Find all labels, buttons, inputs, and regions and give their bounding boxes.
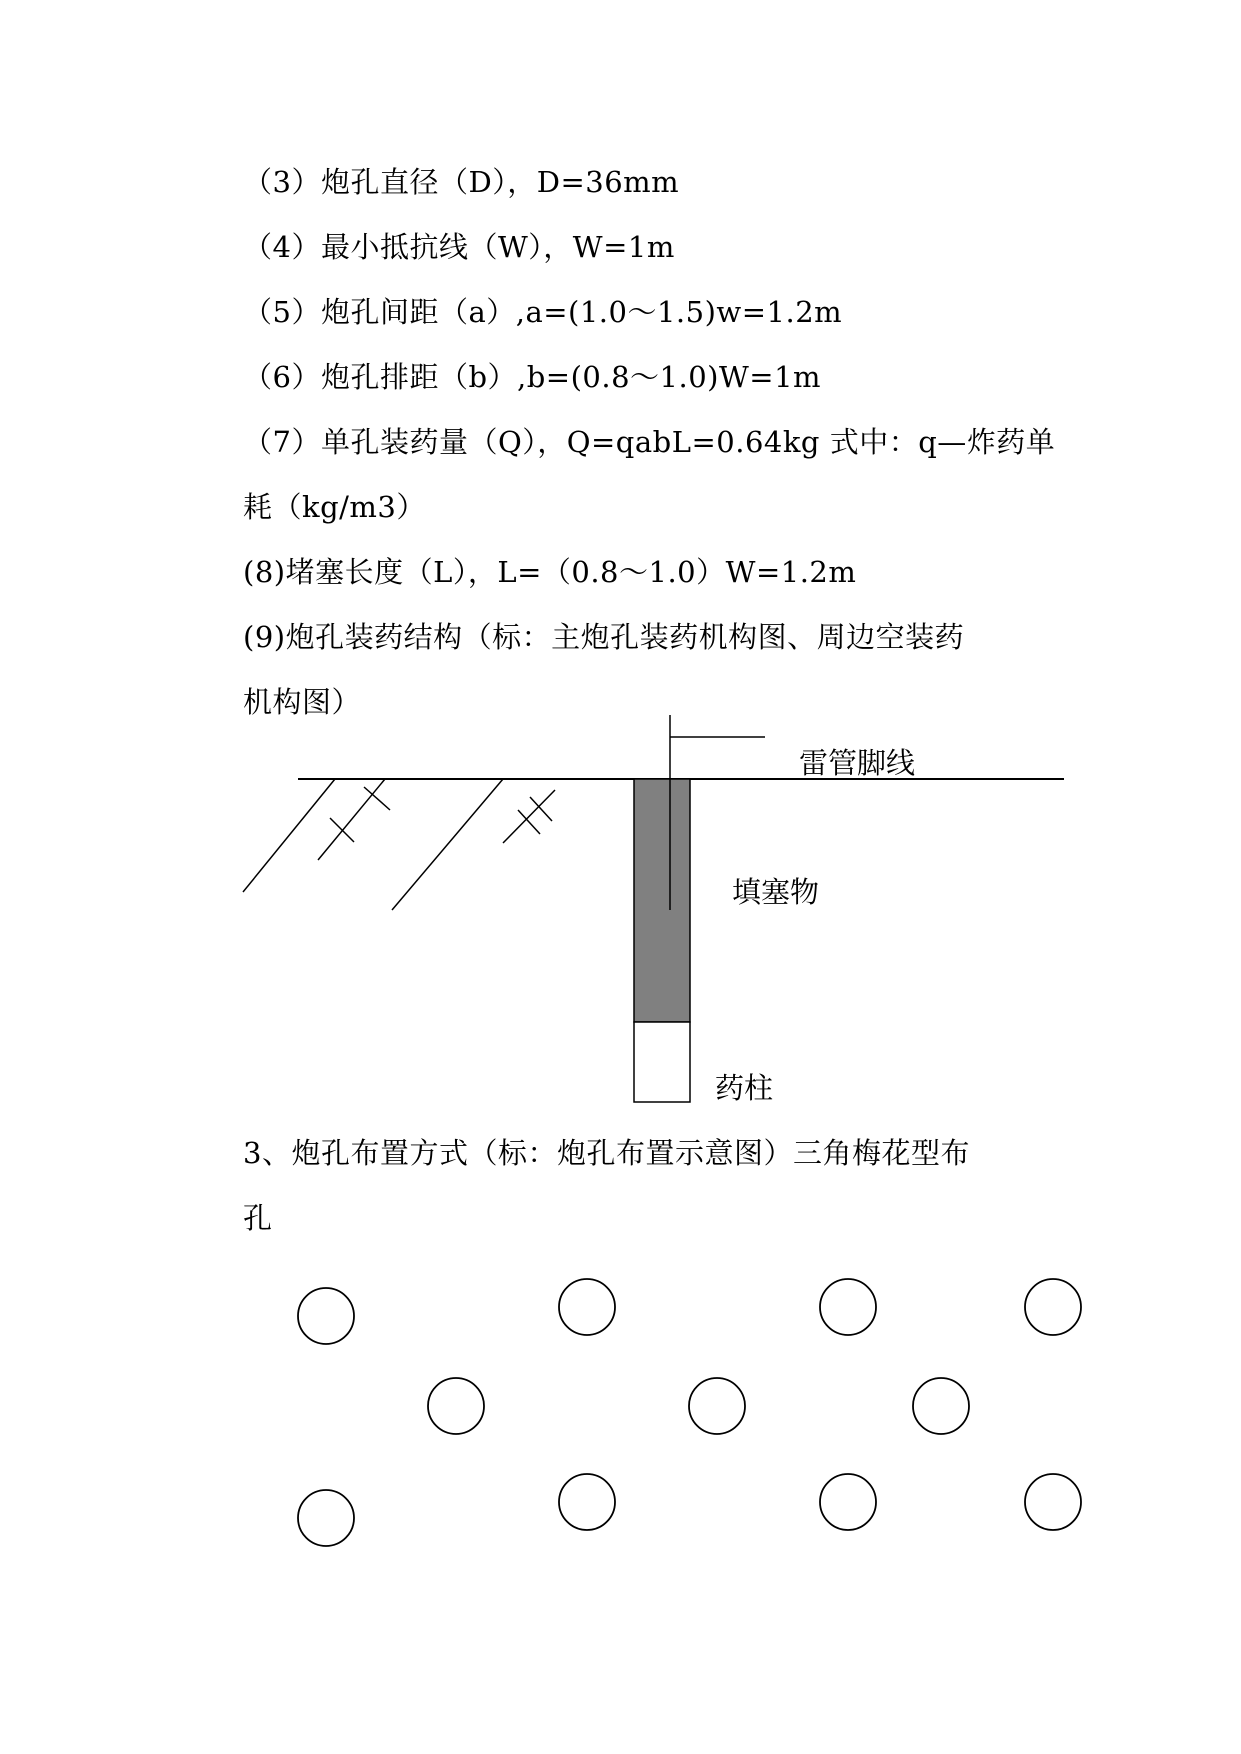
- item-5-hole-spacing: （5）炮孔间距（a）,a=(1.0～1.5)w=1.2m: [243, 295, 843, 329]
- blast-hole: [1025, 1279, 1081, 1335]
- blast-hole: [820, 1474, 876, 1530]
- blast-hole: [559, 1279, 615, 1335]
- blast-hole: [428, 1378, 484, 1434]
- item-9-charge-structure: (9)炮孔装药结构（标：主炮孔装药机构图、周边空装药: [243, 620, 965, 654]
- blast-hole: [559, 1474, 615, 1530]
- blast-hole: [1025, 1474, 1081, 1530]
- item-3-hole-diameter: （3）炮孔直径（D），D=36mm: [243, 165, 680, 199]
- item-6-row-spacing: （6）炮孔排距（b）,b=(0.8～1.0)W=1m: [243, 360, 822, 394]
- section-3-heading-continuation: 孔: [243, 1201, 273, 1235]
- item-9-continuation: 机构图）: [243, 685, 362, 719]
- item-7-continuation: 耗（kg/m3）: [243, 490, 426, 524]
- blast-hole: [298, 1288, 354, 1344]
- blast-hole: [689, 1378, 745, 1434]
- explosive-charge-label: 药柱: [715, 1071, 774, 1105]
- detonator-wire-label: 雷管脚线: [799, 746, 916, 780]
- blast-hole: [913, 1378, 969, 1434]
- stemming-label: 填塞物: [732, 875, 820, 909]
- item-8-stemming-length: (8)堵塞长度（L），L=（0.8～1.0）W=1.2m: [243, 555, 857, 589]
- blast-hole: [298, 1490, 354, 1546]
- item-4-min-burden: （4）最小抵抗线（W），W=1m: [243, 230, 675, 264]
- section-3-heading: 3、炮孔布置方式（标：炮孔布置示意图）三角梅花型布: [243, 1136, 970, 1170]
- blast-hole: [820, 1279, 876, 1335]
- item-7-charge-per-hole: （7）单孔装药量（Q），Q=qabL=0.64kg 式中：q—炸药单: [243, 425, 1056, 459]
